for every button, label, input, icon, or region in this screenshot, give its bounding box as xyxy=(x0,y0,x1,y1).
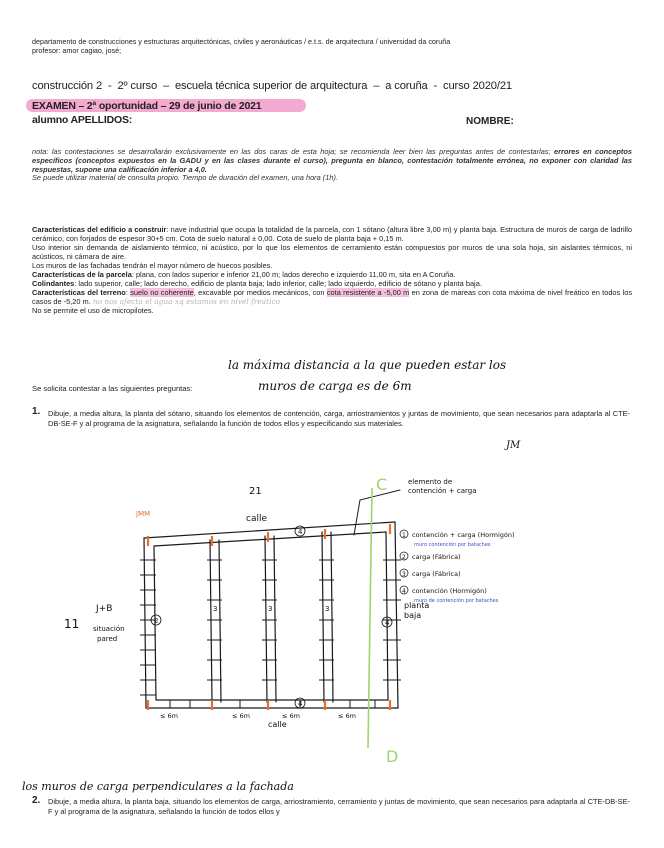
spacing-1: ≤ 6m xyxy=(160,712,178,720)
movement-joints xyxy=(148,524,390,710)
q1-text: Dibuje, a media altura, la planta del sótano, situando los elementos de contención, carga, arriostramientos y juntas de movimiento, que sean necesarios para adaptarla al CTE-DB-SE-F y al programa de la asignatura, señalando la función de todos ellos y especificando sus materiales. xyxy=(48,409,630,428)
professor-line: profesor: amor cagiao, josé; xyxy=(32,45,122,55)
element-note-2: contención + carga xyxy=(408,487,477,495)
initials: JM xyxy=(506,440,521,451)
note-materials: Se puede utilizar material de consulta propio. Tiempo de duración del examen, una hora (1h). xyxy=(32,173,339,183)
spacing-3: ≤ 6m xyxy=(282,712,300,720)
note-errors: errores en conceptos específicos (conceptos expuestos en la GADU y en las clases durante el curso), pregunta en blanco, contestación totalmente errónea, no exponer con claridad las respuestas, supone una calificación inferior a 4,0. xyxy=(32,147,632,174)
name-label: NOMBRE: xyxy=(466,116,514,127)
legend-1-sub: muro contención por bataches xyxy=(414,542,491,548)
top-dimension: 21 xyxy=(249,486,262,497)
terrain-handwritten-note: no nos afecta el agua xq estamos en nivel freático xyxy=(92,297,281,306)
section-line-cd xyxy=(368,488,372,748)
legend-1-num: 1 xyxy=(402,532,406,539)
course-term: curso 2020/21 xyxy=(443,80,512,92)
micropiles-text: No se permite el uso de micropilotes. xyxy=(32,306,154,315)
terrain-text-c: en zona de mareas con cota máxima de nivel freático en todos los casos de -5,20 m. xyxy=(32,288,633,306)
walls-text: Los muros de las fachadas tendrán el mayor número de huecos posibles. xyxy=(32,261,273,270)
plot-label: Características de la parcela xyxy=(32,270,132,279)
legend-2-text: carga (Fábrica) xyxy=(412,553,461,561)
plot-text: : plana, con lados superior e inferior 21,00 m; lados derecho e izquierdo 11,00 m, sita en A Coruña. xyxy=(131,270,456,279)
pointer-line xyxy=(354,490,400,535)
handwritten-wall-note: los muros de carga perpendiculares a la fachada xyxy=(22,780,294,793)
note-intro: nota: las contestaciones se desarrollarán exclusivamente en las dos caras de esta hoja; se recomienda leer bien las preguntas antes de contestarlas; xyxy=(32,147,551,156)
legend-4-text: contención (Hormigón) xyxy=(412,587,487,595)
neighbours-text: : lado superior, calle; lado derecho, edificio de planta baja; lado inferior, calle; lado izquierdo, edificio de sótano y planta baja. xyxy=(74,279,482,288)
interior-wall-1b xyxy=(219,540,221,702)
neighbours-label: Colindantes xyxy=(32,279,75,288)
interior-wall-3a xyxy=(322,532,324,702)
legend-4-num: 4 xyxy=(402,588,406,595)
q1-number: 1. xyxy=(32,406,41,417)
spacing-4: ≤ 6m xyxy=(338,712,356,720)
student-label: alumno APELLIDOS: xyxy=(32,114,133,126)
wall-left-outer xyxy=(144,538,146,708)
terrain-text-a: : xyxy=(125,288,131,297)
legend xyxy=(400,530,515,604)
questions-prompt: Se solicita contestar a las siguientes preguntas: xyxy=(32,384,193,393)
interior-wall-3b xyxy=(331,532,333,702)
department-line: departamento de construcciones y estructuras arquitectónicas, civiles y aeronáuticas / e.t.s. de arquitectura / universidad da coruña xyxy=(32,37,451,46)
q2-number: 2. xyxy=(32,795,41,806)
section-label-c: C xyxy=(376,475,388,494)
q2-text: Dibuje, a media altura, la planta baja, situando los elementos de carga, arriostramiento, cerramiento y juntas de movimiento, que sean necesarios para adaptarla al CTE-DB-SE-F y al programa de la asignatura, señalando la función de todos ellos y xyxy=(48,797,630,816)
terrain-text-b: , excavable por medios mecánicos, con xyxy=(193,288,327,297)
svg-text:4: 4 xyxy=(298,700,303,708)
svg-text:3: 3 xyxy=(213,605,218,613)
wall-top-inner xyxy=(154,532,386,546)
spacing-dimensions xyxy=(160,712,356,720)
street-top-label: calle xyxy=(246,514,268,524)
interior-wall-2b xyxy=(274,536,276,702)
use-text: Uso interior sin demanda de aislamiento térmico, ni acústico, por lo que los elementos de cerramiento están compuestos por muros de una sola hoja, sin aislantes térmicos, ni acústicos, ni cámara de aire. xyxy=(32,243,632,261)
interior-wall-2a xyxy=(265,536,267,702)
legend-3-text: carga (Fábrica) xyxy=(412,570,461,578)
interior-wall-1a xyxy=(210,540,212,702)
handwritten-note-1: la máxima distancia a la que pueden estar los xyxy=(228,358,507,372)
planta-label-1: planta xyxy=(404,601,430,610)
building-text: : nave industrial que ocupa la totalidad de la parcela, con 1 sótano (altura libre 3,00 m) y planta baja. Estructura de muros de carga de ladrillo cerámico, con forjados de espesor 30+5 cm. Cota de suelo natural ± 0,00. Cota de suelo de planta baja + 0,15 m. xyxy=(32,225,633,243)
section-label-d: D xyxy=(386,747,399,766)
svg-text:3: 3 xyxy=(268,605,273,613)
terrain-highlight-2: cota resistente a -5,00 m xyxy=(326,288,410,297)
legend-4-sub: muro de contención por bataches xyxy=(414,598,499,604)
left-note-2: situación xyxy=(93,625,125,633)
course-year: 2º curso xyxy=(117,80,158,92)
course-school: escuela técnica superior de arquitectura xyxy=(174,80,368,92)
planta-label-2: baja xyxy=(404,611,422,620)
legend-3-num: 3 xyxy=(402,571,406,578)
svg-text:3: 3 xyxy=(325,605,330,613)
exam-title: EXAMEN – 2ª oportunidad – 29 de junio de 2021 xyxy=(32,100,262,112)
course-subject: construcción 2 xyxy=(32,80,103,92)
building-label: Características del edificio a construir xyxy=(32,225,167,234)
course-line: construcción 2 - 2º curso – escuela técnica superior de arquitectura – a coruña - curso 2020/21 xyxy=(32,80,512,92)
wall-right-inner xyxy=(386,532,388,700)
left-note-1: J+B xyxy=(96,604,113,614)
svg-text:4: 4 xyxy=(298,528,303,536)
wall-hatching xyxy=(140,560,401,708)
left-note-3: pared xyxy=(97,635,118,643)
spacing-2: ≤ 6m xyxy=(232,712,250,720)
svg-text:4: 4 xyxy=(385,619,390,627)
terrain-label: Características del terreno xyxy=(32,288,126,297)
svg-text:2: 2 xyxy=(154,617,159,625)
jm-mark: JMM xyxy=(136,510,151,518)
element-note-1: elemento de xyxy=(408,478,453,486)
legend-2-num: 2 xyxy=(402,554,406,561)
handwritten-note-2: muros de carga es de 6m xyxy=(258,379,412,393)
legend-1-text: contención + carga (Hormigón) xyxy=(412,531,515,539)
wall-top-outer xyxy=(144,522,395,538)
course-city: a coruña xyxy=(385,80,428,92)
street-bottom-label: calle xyxy=(268,720,287,729)
terrain-highlight-1: suelo no coherente xyxy=(130,288,194,297)
element-number-markers xyxy=(151,526,392,708)
left-dimension: 11 xyxy=(64,617,80,631)
